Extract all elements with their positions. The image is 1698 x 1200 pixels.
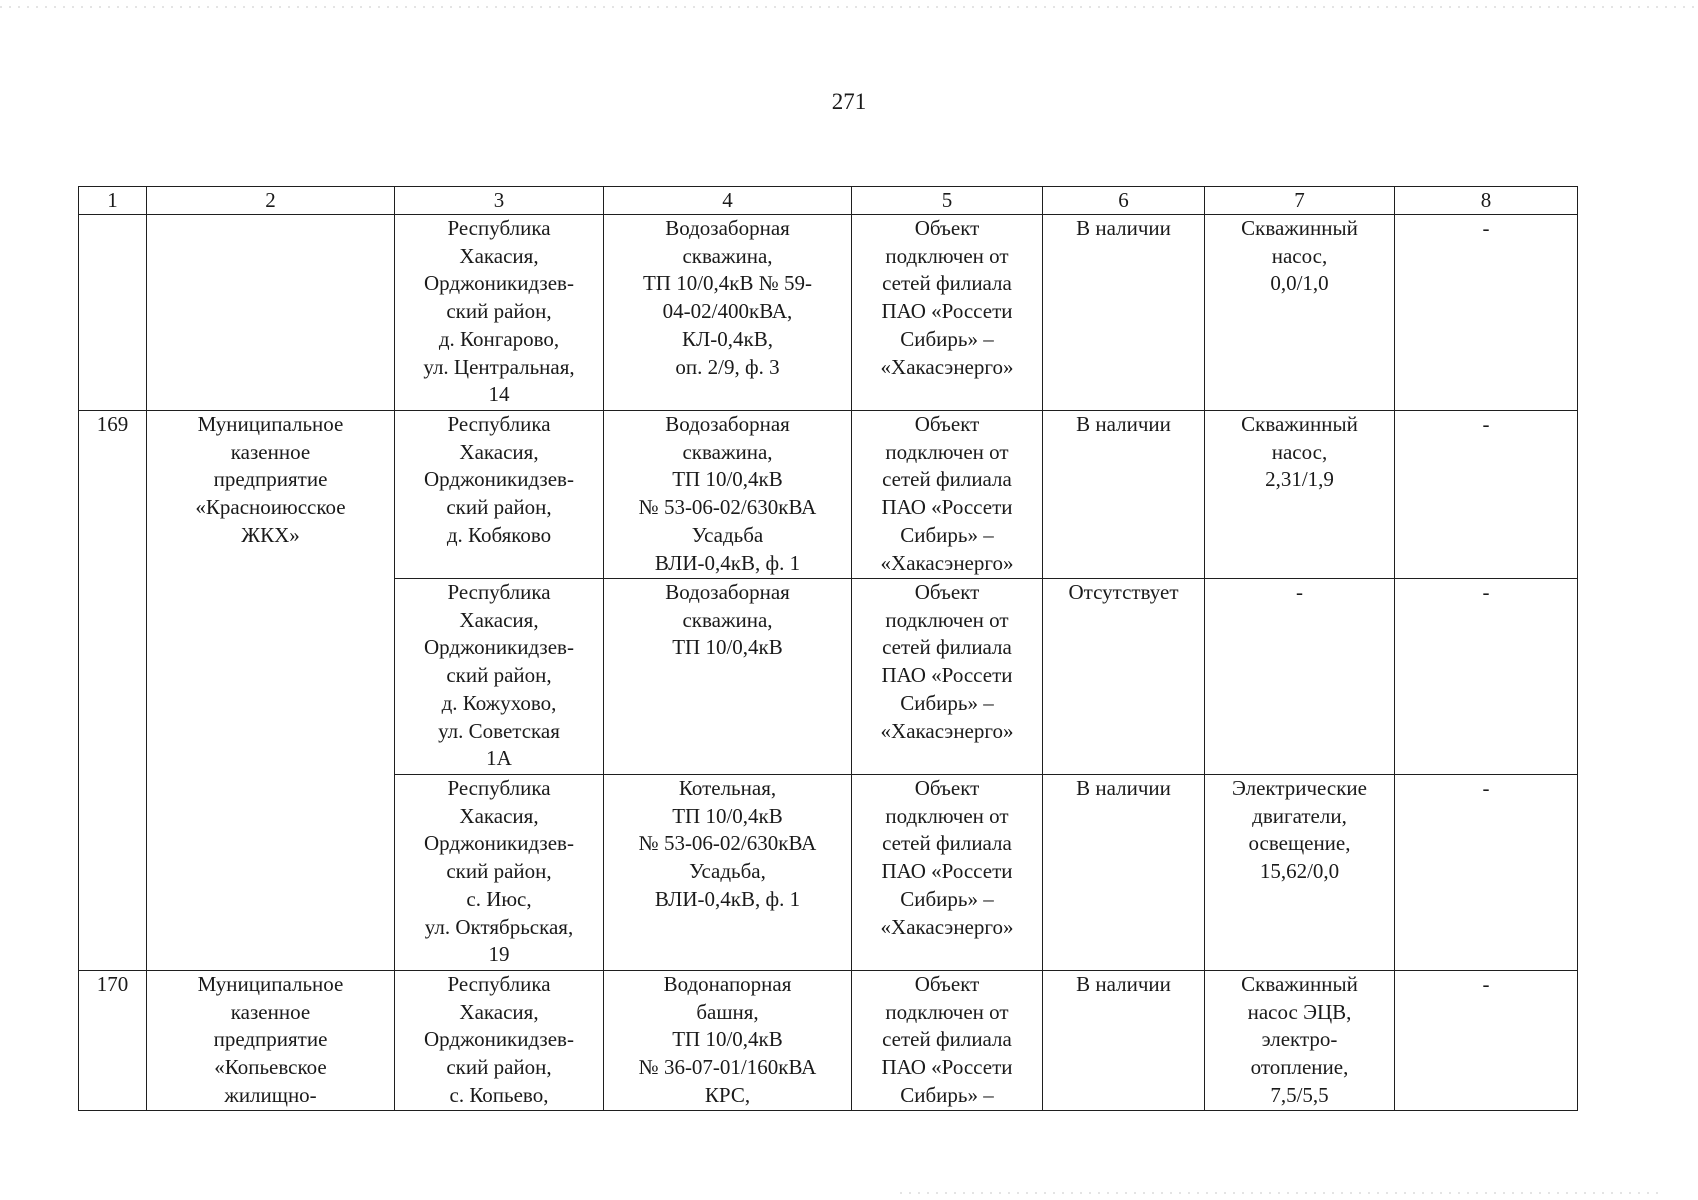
cell-text-line: КЛ-0,4кВ, bbox=[682, 326, 773, 351]
cell-text-line: Орджоникидзев- bbox=[424, 467, 574, 492]
cell-text-line: ский район, bbox=[446, 299, 552, 324]
address-cell bbox=[395, 579, 604, 775]
column-number-header-row bbox=[79, 187, 1578, 215]
cell-text-line: Хакасия, bbox=[459, 243, 539, 268]
cell-text-line: - bbox=[1482, 216, 1490, 240]
object-cell bbox=[604, 971, 852, 1111]
cell-text-line: Орджоникидзев- bbox=[424, 271, 574, 296]
cell-text-line: Муниципальное bbox=[197, 972, 344, 996]
cell-text-line: № 53-06-02/630кВА bbox=[638, 831, 817, 856]
cell-text-line: д. Конгарово, bbox=[438, 326, 560, 351]
cell-text-line: «Красноиюсское bbox=[195, 495, 346, 520]
cell-text-line: ТП 10/0,4кВ bbox=[672, 467, 783, 492]
row-number-cell: 169 bbox=[79, 411, 147, 971]
cell-text-line: Объект bbox=[914, 216, 980, 240]
object-cell bbox=[604, 215, 852, 411]
cell-text-line: ул. Советская bbox=[438, 718, 560, 743]
cell-text-line: отопление, bbox=[1250, 1055, 1349, 1080]
cell-text-line: предприятие bbox=[213, 467, 328, 492]
cell-text-line: Республика bbox=[447, 776, 551, 800]
header-cell: 6 bbox=[1043, 187, 1205, 215]
cell-text-line: Водозаборная bbox=[665, 412, 790, 436]
cell-text-line: «Хакасэнерго» bbox=[880, 550, 1014, 575]
cell-text-line: ПАО «Россети bbox=[881, 1055, 1013, 1080]
cell-text-line: Республика bbox=[447, 412, 551, 436]
cell-text-line: 1А bbox=[486, 746, 512, 771]
cell-text-line: с. Копьево, bbox=[449, 1082, 549, 1107]
availability-cell bbox=[1043, 411, 1205, 579]
cell-text-line: Хакасия, bbox=[459, 607, 539, 632]
cell-text-line: ЖКХ» bbox=[241, 522, 300, 547]
cell-text-line: Скважинный bbox=[1241, 216, 1358, 240]
scan-noise-top bbox=[0, 6, 1698, 8]
cell-text-line: Республика bbox=[447, 972, 551, 996]
cell-text-line: В наличии bbox=[1076, 412, 1171, 436]
equipment-cell bbox=[1205, 215, 1395, 411]
row-number-cell: 170 bbox=[79, 971, 147, 1111]
address-cell bbox=[395, 775, 604, 971]
equipment-cell bbox=[1205, 411, 1395, 579]
cell-text-line: - bbox=[1482, 776, 1490, 800]
cell-text-line: сетей филиала bbox=[882, 467, 1012, 492]
cell-text-line: «Хакасэнерго» bbox=[880, 354, 1014, 379]
header-cell: 5 bbox=[852, 187, 1043, 215]
cell-text-line: насос, bbox=[1271, 439, 1328, 464]
cell-text-line: ский район, bbox=[446, 1055, 552, 1080]
cell-text-line: Хакасия, bbox=[459, 439, 539, 464]
cell-text-line: ул. Центральная, bbox=[423, 354, 575, 379]
cell-text-line: ул. Октябрьская, bbox=[424, 914, 574, 939]
availability-cell bbox=[1043, 579, 1205, 775]
cell-text-line: 19 bbox=[488, 942, 510, 967]
table-row bbox=[79, 215, 1578, 411]
cell-text-line: скважина, bbox=[682, 607, 773, 632]
cell-text-line: Муниципальное bbox=[197, 412, 344, 436]
cell-text-line: В наличии bbox=[1076, 216, 1171, 240]
cell-text-line: казенное bbox=[230, 999, 311, 1024]
cell-text-line: № 36-07-01/160кВА bbox=[638, 1055, 817, 1080]
cell-text-line: Сибирь» – bbox=[900, 522, 994, 547]
cell-text-line: «Хакасэнерго» bbox=[880, 718, 1014, 743]
cell-text-line: Орджоникидзев- bbox=[424, 1027, 574, 1052]
availability-cell bbox=[1043, 971, 1205, 1111]
cell-text-line: жилищно- bbox=[224, 1082, 317, 1107]
cell-text-line: сетей филиала bbox=[882, 635, 1012, 660]
cell-text-line: ТП 10/0,4кВ bbox=[672, 635, 783, 660]
cell-text-line: насос ЭЦВ, bbox=[1247, 999, 1352, 1024]
organization-cell bbox=[147, 971, 395, 1111]
cell-text-line: Сибирь» – bbox=[900, 1082, 994, 1107]
connection-cell bbox=[852, 775, 1043, 971]
connection-cell bbox=[852, 579, 1043, 775]
cell-text-line: оп. 2/9, ф. 3 bbox=[675, 354, 780, 379]
cell-text-line: - bbox=[1482, 972, 1490, 996]
table-row bbox=[79, 971, 1578, 1111]
data-table bbox=[78, 186, 1578, 1111]
cell-text-line: подключен от bbox=[885, 243, 1009, 268]
header-cell: 2 bbox=[147, 187, 395, 215]
page-number: 271 bbox=[831, 89, 867, 114]
cell-text-line: Водозаборная bbox=[665, 580, 790, 604]
object-cell bbox=[604, 411, 852, 579]
cell-text-line: Сибирь» – bbox=[900, 326, 994, 351]
cell-text-line: ский район, bbox=[446, 495, 552, 520]
cell-text-line: В наличии bbox=[1076, 972, 1171, 996]
cell-text-line: «Копьевское bbox=[214, 1055, 327, 1080]
cell-text-line: Электрические bbox=[1232, 776, 1367, 800]
cell-text-line: электро- bbox=[1261, 1027, 1338, 1052]
cell-text-line: сетей филиала bbox=[882, 271, 1012, 296]
cell-text-line: Скважинный bbox=[1241, 972, 1358, 996]
connection-cell bbox=[852, 215, 1043, 411]
cell-text-line: Республика bbox=[447, 580, 551, 604]
cell-text-line: ВЛИ-0,4кВ, ф. 1 bbox=[654, 886, 801, 911]
cell-text-line: Водозаборная bbox=[665, 216, 790, 240]
cell-text-line: 2,31/1,9 bbox=[1265, 467, 1334, 492]
object-cell bbox=[604, 775, 852, 971]
cell-text-line: Хакасия, bbox=[459, 999, 539, 1024]
scan-noise-bottom bbox=[900, 1192, 1660, 1194]
cell-text-line: Котельная, bbox=[678, 776, 777, 800]
cell-text-line: 04-02/400кВА, bbox=[662, 299, 793, 324]
cell-text-line: д. Кобяково bbox=[446, 522, 552, 547]
equipment-cell bbox=[1205, 775, 1395, 971]
header-cell: 7 bbox=[1205, 187, 1395, 215]
cell-text-line: ТП 10/0,4кВ bbox=[672, 803, 783, 828]
cell-text-line: - bbox=[1482, 412, 1490, 436]
cell-text-line: - bbox=[1296, 580, 1303, 604]
availability-cell bbox=[1043, 775, 1205, 971]
cell-text-line: Усадьба, bbox=[689, 859, 766, 884]
cell-text-line: с. Июс, bbox=[466, 886, 532, 911]
cell-text-line: ТП 10/0,4кВ № 59- bbox=[642, 271, 813, 296]
cell-text-line: казенное bbox=[230, 439, 311, 464]
address-cell bbox=[395, 411, 604, 579]
cell-text-line: Объект bbox=[914, 580, 980, 604]
cell-text-line: предприятие bbox=[213, 1027, 328, 1052]
connection-cell bbox=[852, 411, 1043, 579]
cell-text-line: «Хакасэнерго» bbox=[880, 914, 1014, 939]
cell-text-line: насос, bbox=[1271, 243, 1328, 268]
cell-text-line: башня, bbox=[696, 999, 759, 1024]
cell-text-line: ПАО «Россети bbox=[881, 495, 1013, 520]
row-number-cell bbox=[79, 215, 147, 411]
cell-text-line: 15,62/0,0 bbox=[1259, 859, 1340, 884]
column-8-cell bbox=[1395, 971, 1578, 1111]
cell-text-line: 0,0/1,0 bbox=[1270, 271, 1329, 296]
column-8-cell bbox=[1395, 411, 1578, 579]
column-8-cell bbox=[1395, 579, 1578, 775]
cell-text-line: подключен от bbox=[885, 439, 1009, 464]
cell-text-line: Отсутствует bbox=[1068, 580, 1179, 604]
organization-cell bbox=[147, 411, 395, 971]
cell-text-line: подключен от bbox=[885, 999, 1009, 1024]
header-cell: 1 bbox=[79, 187, 147, 215]
cell-text-line: Водонапорная bbox=[663, 972, 792, 996]
header-cell: 8 bbox=[1395, 187, 1578, 215]
cell-text-line: ВЛИ-0,4кВ, ф. 1 bbox=[654, 550, 801, 575]
header-cell: 3 bbox=[395, 187, 604, 215]
address-cell bbox=[395, 215, 604, 411]
cell-text-line: Орджоникидзев- bbox=[424, 831, 574, 856]
column-8-cell bbox=[1395, 215, 1578, 411]
cell-text-line: В наличии bbox=[1076, 776, 1171, 800]
cell-text-line: Скважинный bbox=[1241, 412, 1358, 436]
cell-text-line: КРС, bbox=[704, 1082, 751, 1107]
cell-text-line: Республика bbox=[447, 216, 551, 240]
cell-text-line: ский район, bbox=[446, 663, 552, 688]
cell-text-line: двигатели, bbox=[1252, 803, 1347, 828]
cell-text-line: ский район, bbox=[446, 859, 552, 884]
cell-text-line: Сибирь» – bbox=[900, 690, 994, 715]
cell-text-line: ПАО «Россети bbox=[881, 663, 1013, 688]
column-8-cell bbox=[1395, 775, 1578, 971]
cell-text-line: Сибирь» – bbox=[900, 886, 994, 911]
cell-text-line: скважина, bbox=[682, 243, 773, 268]
cell-text-line: Усадьба bbox=[691, 522, 764, 547]
cell-text-line: № 53-06-02/630кВА bbox=[638, 495, 817, 520]
cell-text-line: подключен от bbox=[885, 803, 1009, 828]
cell-text-line: освещение, bbox=[1248, 831, 1351, 856]
organization-cell bbox=[147, 215, 395, 411]
cell-text-line: ПАО «Россети bbox=[881, 299, 1013, 324]
cell-text-line: ПАО «Россети bbox=[881, 859, 1013, 884]
cell-text-line: Хакасия, bbox=[459, 803, 539, 828]
cell-text-line: д. Кожухово, bbox=[441, 690, 557, 715]
object-cell bbox=[604, 579, 852, 775]
cell-text-line: - bbox=[1482, 580, 1490, 604]
address-cell bbox=[395, 971, 604, 1111]
cell-text-line: Объект bbox=[914, 412, 980, 436]
cell-text-line: Объект bbox=[914, 972, 980, 996]
cell-text-line: ТП 10/0,4кВ bbox=[672, 1027, 783, 1052]
connection-cell bbox=[852, 971, 1043, 1111]
cell-text-line: 14 bbox=[488, 382, 510, 407]
header-cell: 4 bbox=[604, 187, 852, 215]
equipment-cell bbox=[1205, 579, 1395, 775]
availability-cell bbox=[1043, 215, 1205, 411]
cell-text-line: скважина, bbox=[682, 439, 773, 464]
cell-text-line: сетей филиала bbox=[882, 831, 1012, 856]
table-row bbox=[79, 411, 1578, 579]
equipment-cell bbox=[1205, 971, 1395, 1111]
cell-text-line: 7,5/5,5 bbox=[1270, 1082, 1329, 1107]
cell-text-line: подключен от bbox=[885, 607, 1009, 632]
cell-text-line: Объект bbox=[914, 776, 980, 800]
cell-text-line: Орджоникидзев- bbox=[424, 635, 574, 660]
cell-text-line: сетей филиала bbox=[882, 1027, 1012, 1052]
